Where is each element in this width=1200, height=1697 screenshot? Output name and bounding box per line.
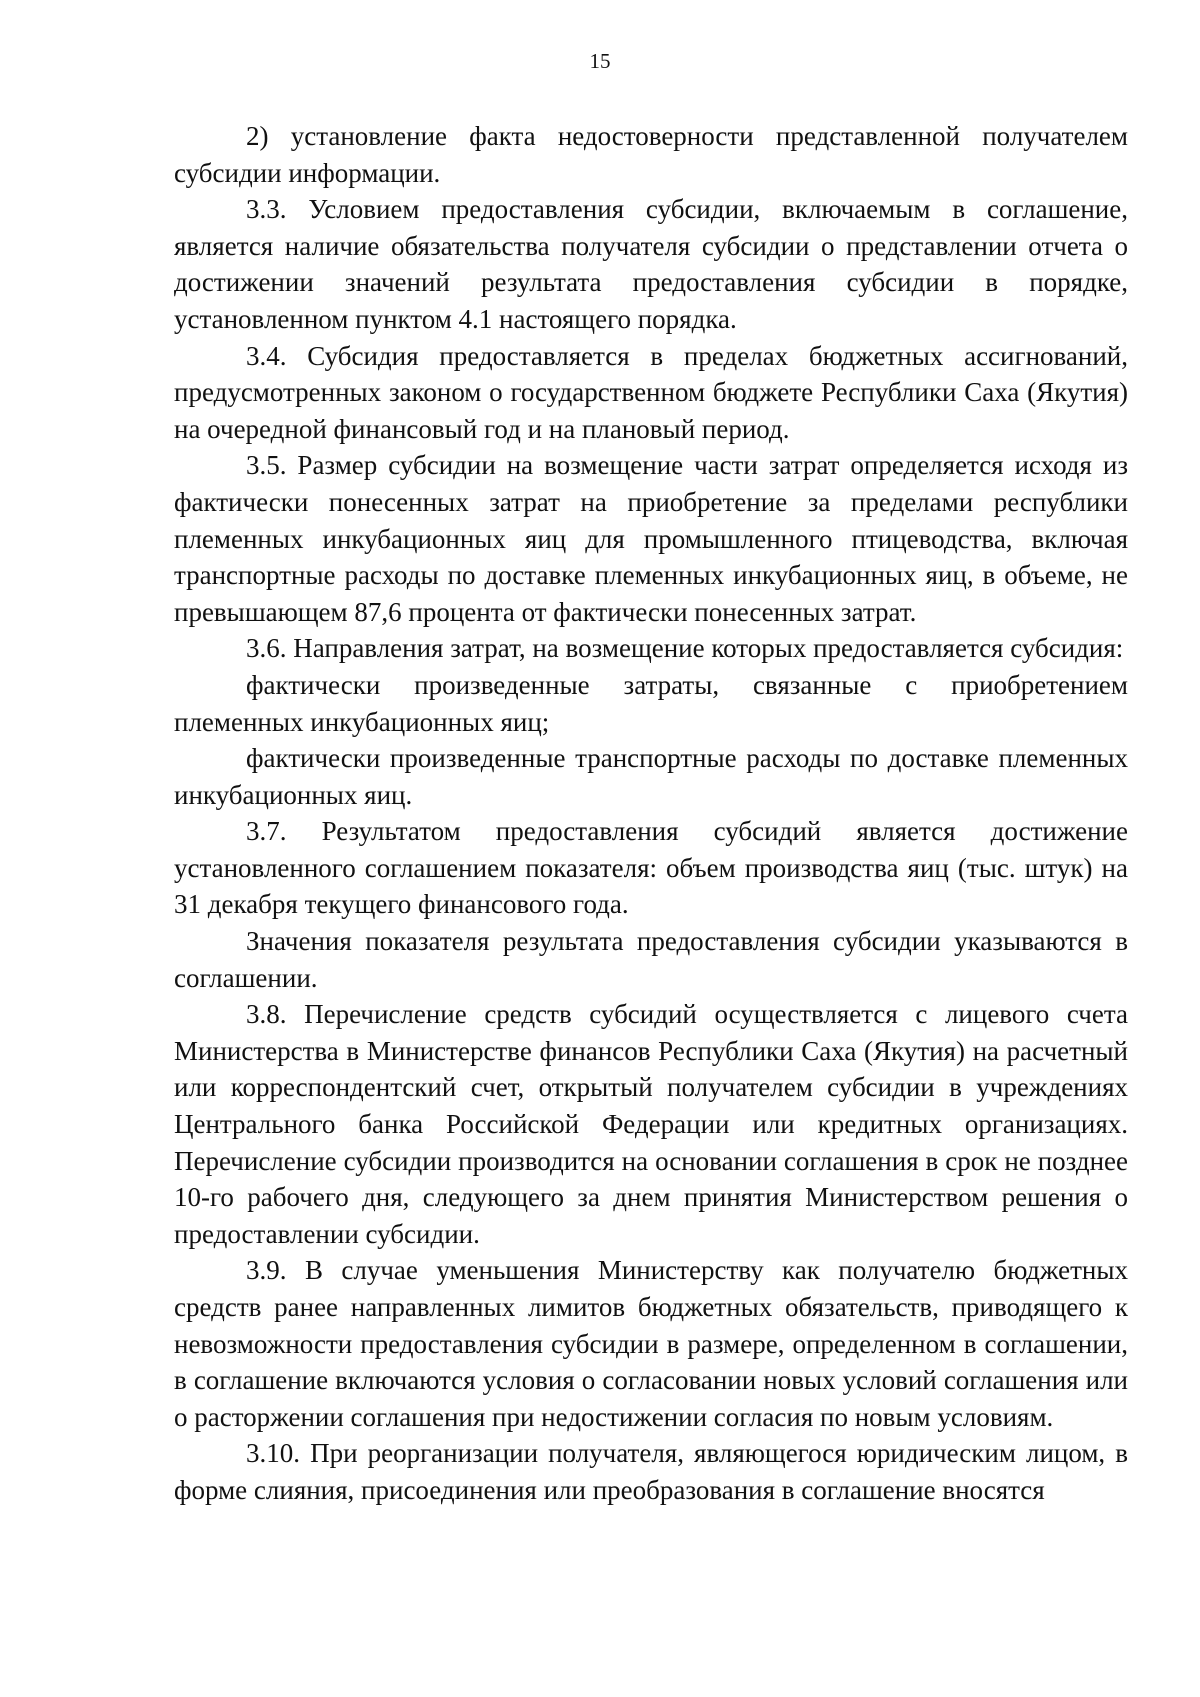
page-number: 15 <box>589 49 611 73</box>
paragraph-3-3: 3.3. Условием предоставления субсидии, включаемым в соглашение, является наличие обязательства получателя субсидии о представлении отчета о достижении значений результата предоставления субсидии в порядке, установленном пунктом 4.1 настоящего порядка. <box>174 194 1128 334</box>
document-body <box>174 118 1128 1509</box>
paragraph-3-9: 3.9. В случае уменьшения Министерству как получателю бюджетных средств ранее направленных лимитов бюджетных обязательств, приводящего к невозможности предоставления субсидии в размере, определенном в соглашении, в соглашение включаются условия о согласовании новых условий соглашения или о расторжении соглашения при недостижении согласия по новым условиям. <box>174 1255 1128 1432</box>
paragraph-3-7: 3.7. Результатом предоставления субсидий является достижение установленного соглашением показателя: объем производства яиц (тыс. штук) на 31 декабря текущего финансового года. <box>174 816 1128 920</box>
paragraph-3-8: 3.8. Перечисление средств субсидий осуществляется с лицевого счета Министерства в Министерстве финансов Республики Саха (Якутия) на расчетный или корреспондентский счет, открытый получателем субсидии в учреждениях Центрального банка Российской Федерации или кредитных организациях. Перечисление субсидии производится на основании соглашения в срок не позднее 10-го рабочего дня, следующего за днем принятия Министерством решения о предоставлении субсидии. <box>174 999 1128 1249</box>
paragraph-3-5: 3.5. Размер субсидии на возмещение части затрат определяется исходя из фактически понесенных затрат на приобретение за пределами республики племенных инкубационных яиц для промышленного птицеводства, включая транспортные расходы по доставке племенных инкубационных яиц, в объеме, не превышающем 87,6 процента от фактически понесенных затрат. <box>174 450 1128 627</box>
paragraph-3-4: 3.4. Субсидия предоставляется в пределах бюджетных ассигнований, предусмотренных законом о государственном бюджете Республики Саха (Якутия) на очередной финансовый год и на плановый период. <box>174 340 1128 444</box>
paragraph-3-6: 3.6. Направления затрат, на возмещение которых предоставляется субсидия: <box>246 633 1124 664</box>
paragraph-3-7-values: Значения показателя результата предоставления субсидии указываются в соглашении. <box>174 926 1128 993</box>
paragraph-2-item: 2) установление факта недостоверности представленной получателем субсидии информации. <box>174 121 1128 188</box>
paragraph-3-6-item-2: фактически произведенные транспортные расходы по доставке племенных инкубационных яиц. <box>174 743 1128 810</box>
paragraph-3-10: 3.10. При реорганизации получателя, являющегося юридическим лицом, в форме слияния, присоединения или преобразования в соглашение вносятся <box>174 1438 1128 1505</box>
paragraph-3-6-item-1: фактически произведенные затраты, связанные с приобретением племенных инкубационных яиц; <box>174 669 1128 737</box>
